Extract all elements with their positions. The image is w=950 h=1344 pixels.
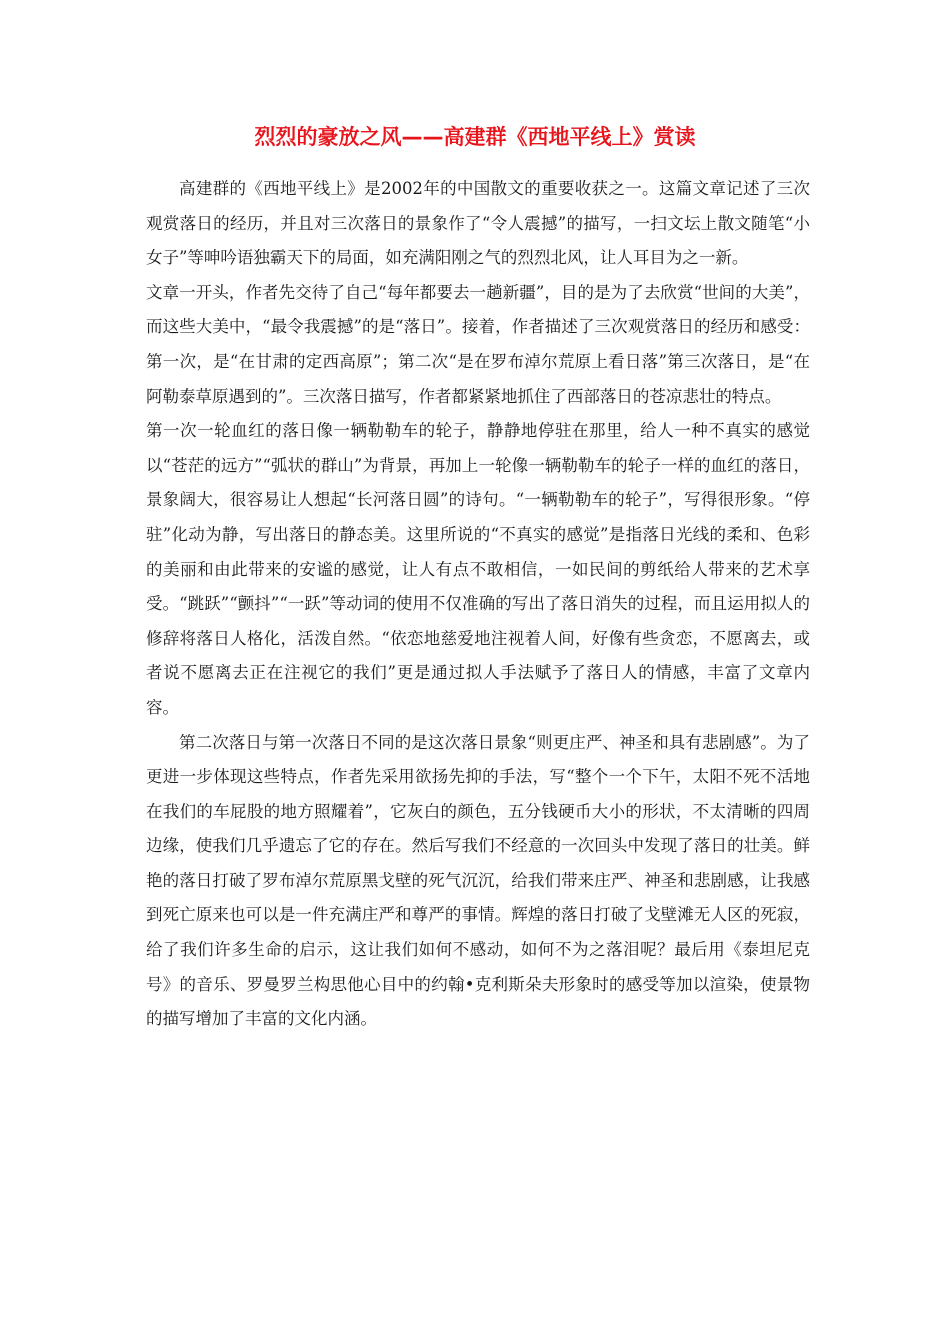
document-title: 烈烈的豪放之风——高建群《西地平线上》赏读 (254, 125, 696, 149)
paragraph-1: 高建群的《西地平线上》是2002年的中国散文的重要收获之一。这篇文章记述了三次观赏落日的经历，并且对三次落日的景象作了“令人震撼”的描写，一扫文坛上散文随笔“小女子”等呻吟语独霸天下的局面，如充满阳刚之气的烈烈北风，让人耳目为之一新。 (146, 179, 810, 268)
paragraph-3: 第一次一轮血红的落日像一辆勒勒车的轮子，静静地停驻在那里，给人一种不真实的感觉以“苍茫的远方”“弧状的群山”为背景，再加上一轮像一辆勒勒车的轮子一样的血红的落日，景象阔大，很容易让人想起“长河落日圆”的诗句。“一辆勒勒车的轮子”，写得很形象。“停驻”化动为静，写出落日的静态美。这里所说的“不真实的感觉”是指落日光线的柔和、色彩的美丽和由此带来的安谧的感觉，让人有点不敢相信，一如民间的剪纸给人带来的艺术享受。“跳跃”“颤抖”“一跃”等动词的使用不仅准确的写出了落日消失的过程，而且运用拟人的修辞将落日人格化，活泼自然。“依恋地慈爱地注视着人间，好像有些贪恋，不愿离去，或者说不愿离去正在注视它的我们”更是通过拟人手法赋予了落日人的情感，丰富了文章内容。 (146, 421, 810, 717)
paragraph-4: 第二次落日与第一次落日不同的是这次落日景象“则更庄严、神圣和具有悲剧感”。为了更进一步体现这些特点，作者先采用欲扬先抑的手法，写“整个一个下午，太阳不死不活地在我们的车屁股的地方照耀着”，它灰白的颜色，五分钱硬币大小的形状，不太清晰的四周边缘，使我们几乎遗忘了它的存在。然后写我们不经意的一次回头中发现了落日的壮美。鲜艳的落日打破了罗布淖尔荒原黑戈壁的死气沉沉，给我们带来庄严、神圣和悲剧感，让我感到死亡原来也可以是一件充满庄严和尊严的事情。辉煌的落日打破了戈壁滩无人区的死寂，给了我们许多生命的启示，这让我们如何不感动，如何不为之落泪呢？最后用《泰坦尼克号》的音乐、罗曼罗兰构思他心目中的约翰•克利斯朵夫形象时的感受等加以渲染，使景物的描写增加了丰富的文化内涵。 (146, 732, 810, 1029)
document-body (146, 172, 810, 1037)
paragraph-2: 文章一开头，作者先交待了自己“每年都要去一趟新疆”，目的是为了去欣赏“世间的大美”，而这些大美中，“最令我震撼”的是“落日”。接着，作者描述了三次观赏落日的经历和感受：第一次，是“在甘肃的定西高原”；第二次“是在罗布淖尔荒原上看日落”第三次落日，是“在阿勒泰草原遇到的”。三次落日描写，作者都紧紧地抓住了西部落日的苍凉悲壮的特点。 (146, 282, 810, 406)
